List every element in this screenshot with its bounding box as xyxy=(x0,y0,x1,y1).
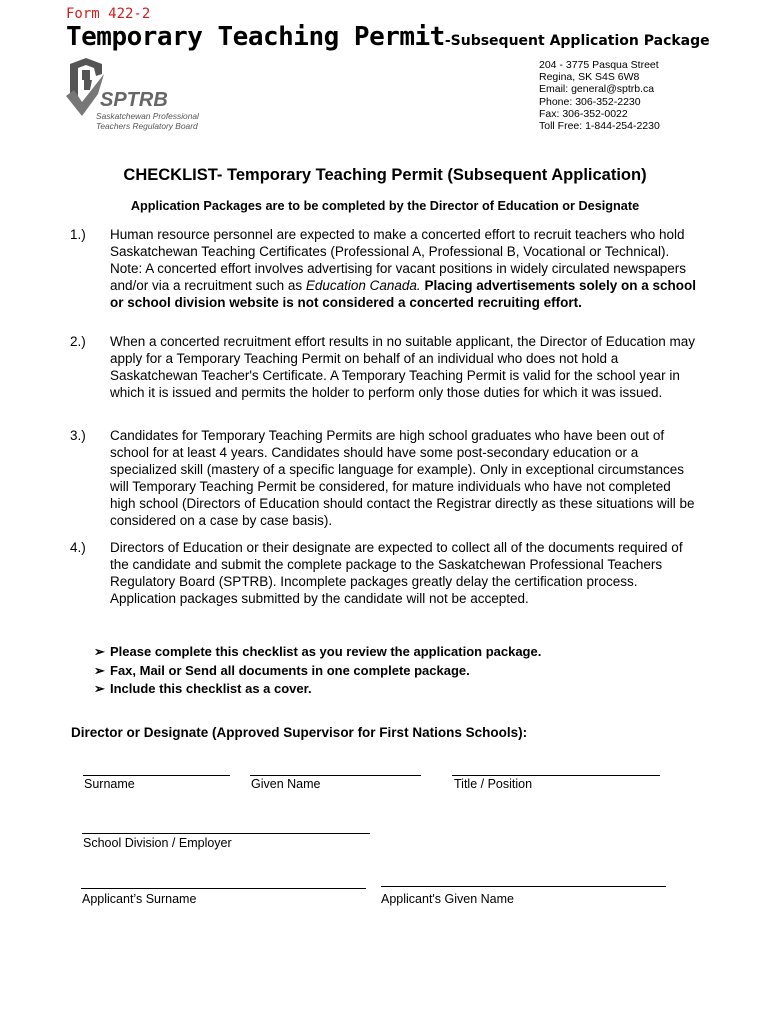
logo-line1: Saskatchewan Professional xyxy=(96,111,199,121)
given-name-line[interactable] xyxy=(250,775,421,776)
document-title xyxy=(66,22,710,52)
item-number: 3.) xyxy=(70,428,86,443)
item-number: 1.) xyxy=(70,227,86,242)
logo-line2: Teachers Regulatory Board xyxy=(96,121,198,131)
surname-line[interactable] xyxy=(83,775,230,776)
applicant-surname-label: Applicant’s Surname xyxy=(82,892,197,906)
applicant-given-name-label: Applicant's Given Name xyxy=(381,892,515,906)
title-main: Temporary Teaching Permit xyxy=(66,22,445,52)
applicant-given-name-line[interactable] xyxy=(381,886,666,887)
surname-label: Surname xyxy=(84,777,135,791)
director-label: Director or Designate (Approved Supervisor for First Nations Schools): xyxy=(71,725,528,740)
contact-block xyxy=(539,59,660,132)
logo-acronym: SPTRB xyxy=(100,89,168,111)
checklist-item xyxy=(70,539,700,607)
contact-fax: Fax: 306-352-0022 xyxy=(539,107,628,120)
item-text: Directors of Education or their designate are expected to collect all of the documents required of the candidate and submit the complete package to the Saskatchewan Professional Teachers Regulatory Board (SPTRB). Incomplete packages greatly delay the certification process. Application packages submitted by the candidate will not be accepted. xyxy=(110,540,683,606)
bullet-item: ➢ Fax, Mail or Send all documents in one complete package. xyxy=(94,662,541,681)
applicant-surname-line[interactable] xyxy=(81,888,366,889)
arrow-bullet-icon: ➢ xyxy=(94,644,105,659)
item-text: Human resource personnel are expected to make a concerted effort to recruit teachers who hold Saskatchewan Teaching Certificates (Professional A, Professional B, Vocational or Technical). Note: A concerted effort involves advertising for vacant positions in widely circulated newspapers and/or via a recruitment such as Education Canada. Placing advertisements solely on a school or school division website is not considered a concerted recruiting effort. xyxy=(110,227,697,310)
school-division-line[interactable] xyxy=(82,833,370,834)
item-number: 2.) xyxy=(70,334,86,349)
item-text: When a concerted recruitment effort results in no suitable applicant, the Director of Education may apply for a Temporary Teaching Permit on behalf of an individual who does not hold a Saskatchewan Teacher's Certificate. A Temporary Teaching Permit is valid for the school year in which it is issued and permits the holder to perform only those duties for which it was issued. xyxy=(110,334,696,400)
given-name-label: Given Name xyxy=(251,777,321,791)
checklist-item xyxy=(70,333,700,401)
item-number: 4.) xyxy=(70,540,86,555)
contact-phone: Phone: 306-352-2230 xyxy=(539,95,641,108)
title-position-line[interactable] xyxy=(452,775,660,776)
contact-email: Email: general@sptrb.ca xyxy=(539,83,655,96)
contact-address: 204 - 3775 Pasqua Street xyxy=(539,59,659,71)
checklist-item xyxy=(70,226,700,311)
checklist-item xyxy=(70,427,700,529)
contact-toll-free: Toll Free: 1-844-254-2230 xyxy=(539,120,660,133)
sptrb-logo xyxy=(64,56,214,136)
bullet-item: ➢ Please complete this checklist as you review the application package. xyxy=(94,643,541,662)
instruction-bullets xyxy=(94,643,541,699)
arrow-bullet-icon: ➢ xyxy=(94,681,105,696)
title-sub: -Subsequent Application Package xyxy=(444,33,710,49)
form-code: Form 422-2 xyxy=(66,6,151,22)
contact-city: Regina, SK S4S 6W8 xyxy=(539,71,640,84)
item-text: Candidates for Temporary Teaching Permits are high school graduates who have been out of school for at least 4 years. Candidates should have some post-secondary education or a specialized skill (mastery of a specific language for example). Only in exceptional circumstances will Temporary Teaching Permit be considered, for mature individuals who have not completed high school (Directors of Education should contact the Registrar directly as these situations will be considered on a case by case basis). xyxy=(110,428,695,528)
checklist-subheading: Application Packages are to be completed by the Director of Education or Designate xyxy=(130,199,640,213)
bullet-item: ➢ Include this checklist as a cover. xyxy=(94,680,541,699)
arrow-bullet-icon: ➢ xyxy=(94,662,105,678)
title-position-label: Title / Position xyxy=(454,777,533,791)
school-division-label: School Division / Employer xyxy=(83,836,232,850)
checklist-heading: CHECKLIST- Temporary Teaching Permit (Subsequent Application) xyxy=(123,166,647,184)
